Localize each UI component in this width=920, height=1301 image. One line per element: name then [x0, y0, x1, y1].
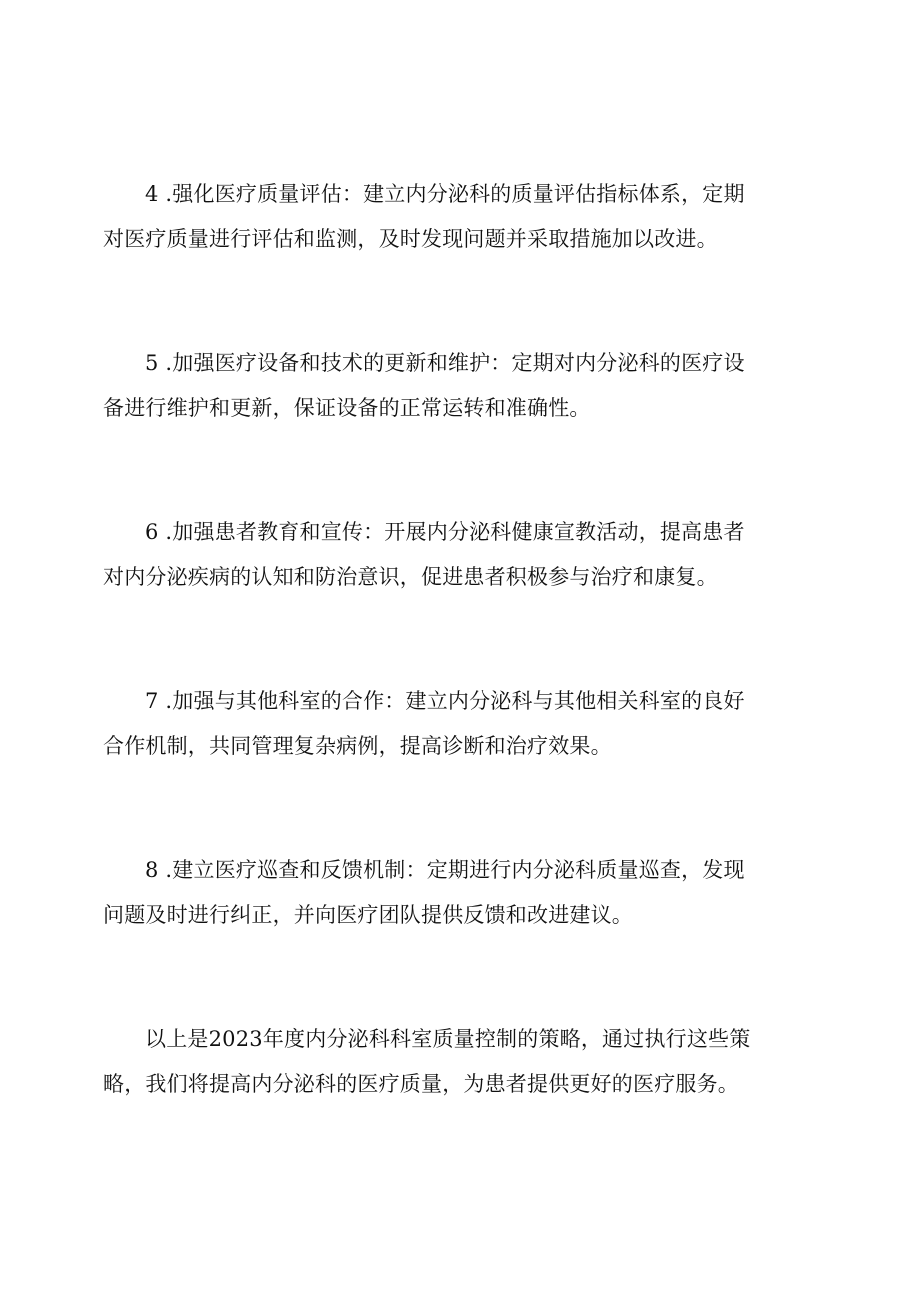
paragraph-line: 以上是2023年度内分泌科科室质量控制的策略，通过执行这些策 [145, 1027, 751, 1051]
paragraph-item-4 [103, 172, 817, 262]
paragraph-line: 对医疗质量进行评估和监测，及时发现问题并采取措施加以改进。 [103, 227, 718, 251]
summary-paragraph [103, 1017, 817, 1107]
paragraph-line: 备进行维护和更新，保证设备的正常运转和准确性。 [103, 396, 591, 420]
paragraph-line: 6 .加强患者教育和宣传：开展内分泌科健康宣教活动，提高患者 [145, 520, 745, 544]
paragraph-line: 7 .加强与其他科室的合作：建立内分泌科与其他相关科室的良好 [145, 689, 745, 713]
paragraph-line: 略，我们将提高内分泌科的医疗质量，为患者提供更好的医疗服务。 [103, 1072, 739, 1096]
paragraph-line: 问题及时进行纠正，并向医疗团队提供反馈和改进建议。 [103, 903, 633, 927]
paragraph-line: 8 .建立医疗巡查和反馈机制：定期进行内分泌科质量巡查，发现 [145, 858, 745, 882]
paragraph-item-7 [103, 679, 817, 769]
paragraph-line: 5 .加强医疗设备和技术的更新和维护：定期对内分泌科的医疗设 [145, 351, 745, 375]
paragraph-line: 对内分泌疾病的认知和防治意识，促进患者积极参与治疗和康复。 [103, 565, 718, 589]
paragraph-item-6 [103, 510, 817, 600]
paragraph-item-5 [103, 341, 817, 431]
document-body [103, 172, 817, 1186]
paragraph-item-8 [103, 848, 817, 938]
paragraph-line: 合作机制，共同管理复杂病例，提高诊断和治疗效果。 [103, 734, 612, 758]
paragraph-line: 4 .强化医疗质量评估：建立内分泌科的质量评估指标体系，定期 [145, 182, 745, 206]
